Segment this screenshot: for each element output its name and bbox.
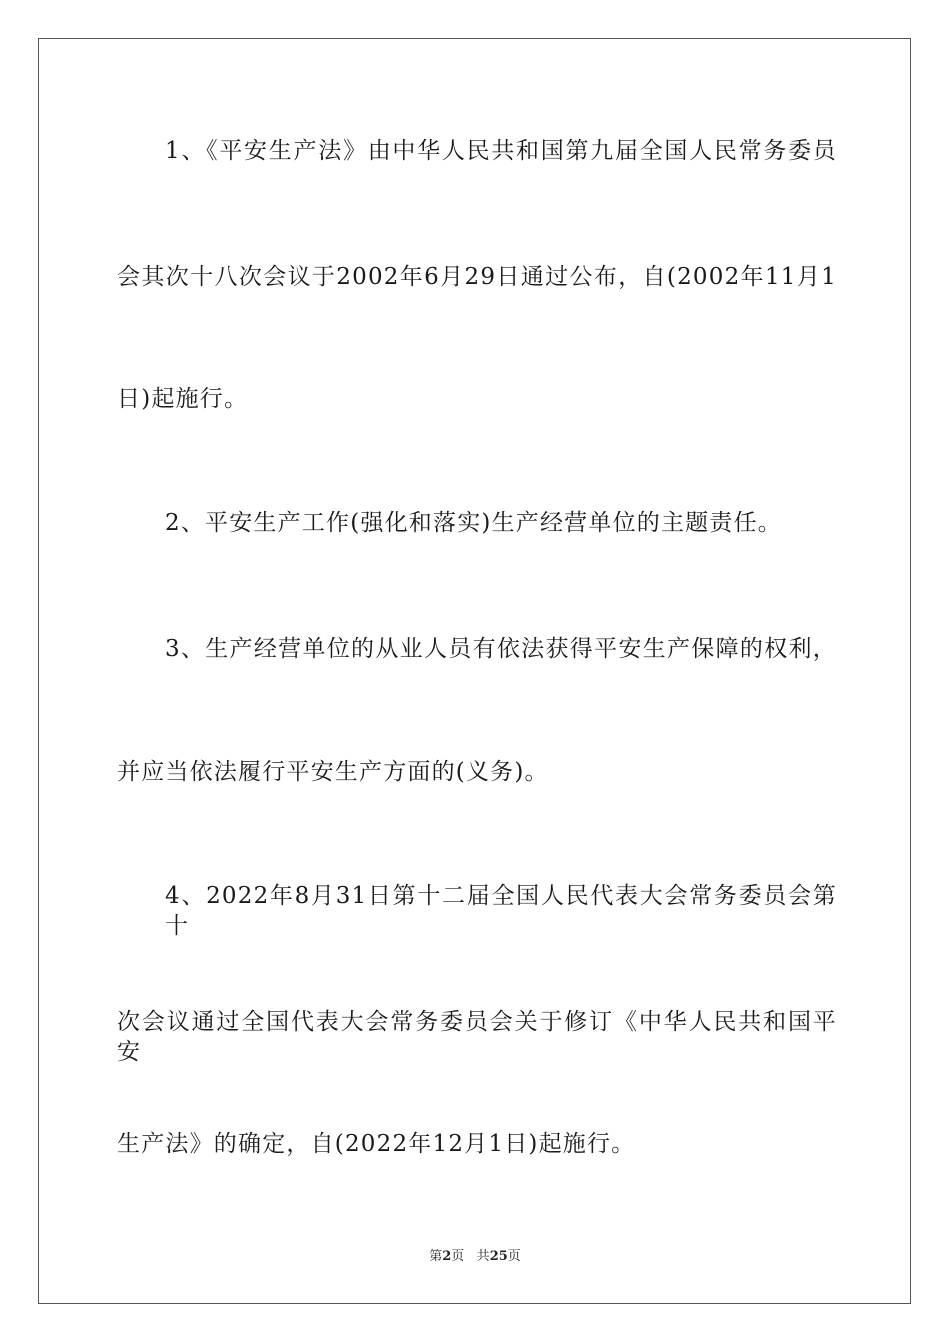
paragraph-1-line-2: 会其次十八次会议于2002年6月29日通过公布，自(2002年11月1: [117, 264, 837, 290]
footer-page-suffix: 页: [451, 1249, 465, 1264]
page-footer: [0, 1248, 950, 1266]
paragraph-1-line-1: 1、《平安生产法》由中华人民共和国第九届全国人民常务委员: [165, 138, 837, 164]
paragraph-4-line-1: 4、2022年8月31日第十二届全国人民代表大会常务委员会第十: [165, 883, 837, 939]
paragraph-2-line-1: 2、平安生产工作(强化和落实)生产经营单位的主题责任。: [165, 510, 782, 536]
page-border: [38, 38, 911, 1304]
paragraph-3-line-1: 3、生产经营单位的从业人员有依法获得平安生产保障的权利，: [165, 636, 837, 662]
footer-page-prefix: 第: [429, 1249, 443, 1264]
paragraph-1-line-3: 日)起施行。: [117, 386, 249, 412]
paragraph-4-line-2: 次会议通过全国代表大会常务委员会关于修订《中华人民共和国平安: [117, 1009, 837, 1065]
footer-page-current: 2: [442, 1249, 452, 1264]
paragraph-4-line-3: 生产法》的确定，自(2022年12月1日)起施行。: [117, 1131, 636, 1157]
footer-total-suffix: 页: [507, 1249, 521, 1264]
footer-page-total: 25: [489, 1249, 508, 1264]
footer-total-prefix: 共: [476, 1249, 490, 1264]
paragraph-3-line-2: 并应当依法履行平安生产方面的(义务)。: [117, 759, 549, 785]
